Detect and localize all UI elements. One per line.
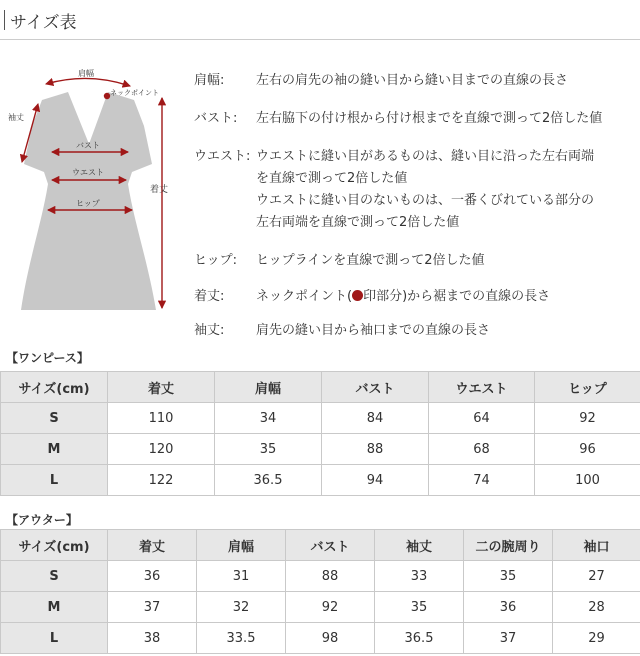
table-cell: 36 — [464, 592, 553, 623]
table-cell: 110 — [108, 403, 215, 434]
table-cell: 36.5 — [375, 623, 464, 654]
column-header: サイズ(cm) — [1, 530, 108, 561]
outer-label: 【アウター】 — [6, 513, 78, 527]
table-cell: 27 — [553, 561, 640, 592]
def-desc — [256, 286, 550, 307]
table-cell: 88 — [286, 561, 375, 592]
label-length: 着丈 — [150, 185, 169, 195]
table-cell: 122 — [108, 465, 215, 496]
table-cell: 88 — [322, 434, 429, 465]
column-header: ウエスト — [429, 372, 535, 403]
column-header: 着丈 — [108, 530, 197, 561]
row-size: L — [1, 623, 108, 654]
def-desc: 左右脇下の付け根から付け根までを直線で測って2倍した値 — [256, 111, 603, 126]
def-desc: ウエストに縫い目があるものは、縫い目に沿った左右両端 — [256, 149, 595, 164]
table-row — [1, 403, 640, 434]
table-cell: 96 — [535, 434, 640, 465]
table-cell: 38 — [108, 623, 197, 654]
def-term: バスト: — [194, 111, 238, 126]
column-header: 着丈 — [108, 372, 215, 403]
table-cell: 35 — [215, 434, 322, 465]
label-shoulder: 肩幅 — [78, 69, 94, 78]
table-cell: 35 — [464, 561, 553, 592]
label-bust: バスト — [76, 141, 100, 150]
table-row — [1, 623, 640, 654]
title-bar — [0, 0, 640, 40]
neck-point-marker-icon — [352, 290, 363, 301]
table-cell: 31 — [197, 561, 286, 592]
column-header: 袖丈 — [375, 530, 464, 561]
table-cell: 92 — [286, 592, 375, 623]
table-cell: 28 — [553, 592, 640, 623]
title-accent — [4, 10, 5, 30]
def-desc-post: 印部分)から裾までの直線の長さ — [363, 289, 551, 304]
table-cell: 37 — [108, 592, 197, 623]
label-neck-point: ネックポイント — [110, 89, 159, 97]
garment-diagram — [6, 62, 184, 324]
table-cell: 33.5 — [197, 623, 286, 654]
label-sleeve: 袖丈 — [8, 113, 24, 122]
def-term: 着丈: — [194, 289, 225, 304]
def-desc: ウエストに縫い目のないものは、一番くびれている部分の — [256, 193, 595, 208]
table-header-row — [1, 372, 640, 403]
def-term: ウエスト: — [194, 149, 251, 164]
table-cell: 92 — [535, 403, 640, 434]
row-size: L — [1, 465, 108, 496]
table-cell: 36.5 — [215, 465, 322, 496]
def-term: 肩幅: — [194, 73, 225, 88]
def-desc: 左右両端を直線で測って2倍した値 — [256, 215, 460, 230]
def-desc: を直線で測って2倍した値 — [256, 171, 408, 186]
column-header: バスト — [286, 530, 375, 561]
table-cell: 74 — [429, 465, 535, 496]
column-header: バスト — [322, 372, 429, 403]
row-size: M — [1, 434, 108, 465]
table-cell: 34 — [215, 403, 322, 434]
column-header: ヒップ — [535, 372, 640, 403]
onepiece-label: 【ワンピース】 — [6, 351, 89, 365]
table-cell: 68 — [429, 434, 535, 465]
table-cell: 98 — [286, 623, 375, 654]
def-desc-pre: ネックポイント( — [256, 289, 353, 304]
def-term: ヒップ: — [194, 253, 237, 268]
def-desc: 左右の肩先の袖の縫い目から縫い目までの直線の長さ — [256, 73, 569, 88]
table-cell: 37 — [464, 623, 553, 654]
row-size: M — [1, 592, 108, 623]
table-cell: 100 — [535, 465, 640, 496]
shoulder-arrow — [46, 78, 130, 86]
def-term: 袖丈: — [194, 323, 225, 338]
def-desc: ヒップラインを直線で測って2倍した値 — [256, 253, 485, 268]
table-row — [1, 561, 640, 592]
table-cell: 64 — [429, 403, 535, 434]
page-title: サイズ表 — [10, 13, 77, 33]
table-row — [1, 434, 640, 465]
def-desc: 肩先の縫い目から袖口までの直線の長さ — [256, 323, 491, 338]
column-header: 肩幅 — [215, 372, 322, 403]
onepiece-size-table — [0, 371, 640, 496]
outer-size-table — [0, 529, 640, 654]
column-header: 袖口 — [553, 530, 640, 561]
row-size: S — [1, 403, 108, 434]
table-cell: 32 — [197, 592, 286, 623]
table-cell: 120 — [108, 434, 215, 465]
column-header: 二の腕周り — [464, 530, 553, 561]
table-cell: 29 — [553, 623, 640, 654]
label-waist: ウエスト — [72, 168, 104, 177]
table-cell: 33 — [375, 561, 464, 592]
row-size: S — [1, 561, 108, 592]
column-header: 肩幅 — [197, 530, 286, 561]
table-row — [1, 465, 640, 496]
column-header: サイズ(cm) — [1, 372, 108, 403]
table-row — [1, 592, 640, 623]
table-cell: 94 — [322, 465, 429, 496]
table-header-row — [1, 530, 640, 561]
table-cell: 84 — [322, 403, 429, 434]
table-cell: 36 — [108, 561, 197, 592]
table-cell: 35 — [375, 592, 464, 623]
label-hip: ヒップ — [76, 199, 100, 208]
